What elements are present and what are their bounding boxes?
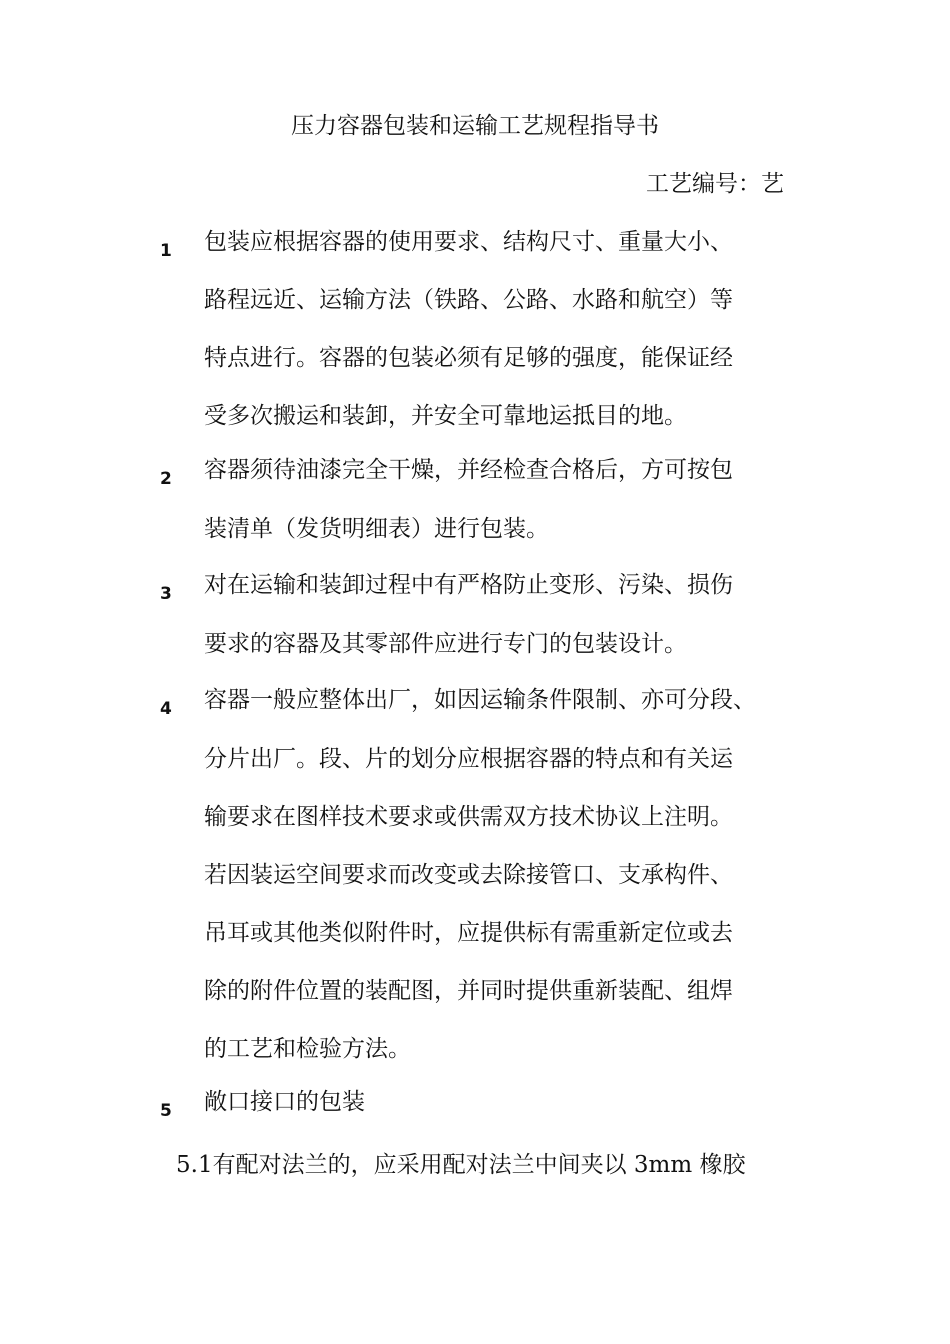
section-line: 的工艺和检验方法。: [204, 1036, 411, 1062]
section-line: 路程远近、运输方法（铁路、公路、水路和航空）等: [204, 287, 733, 313]
section-number: 4: [160, 699, 172, 719]
section-line: 分片出厂。段、片的划分应根据容器的特点和有关运: [204, 746, 733, 772]
section-line: 敞口接口的包装: [204, 1089, 365, 1115]
section-line: 对在运输和装卸过程中有严格防止变形、污染、损伤: [204, 572, 733, 598]
section-line: 包装应根据容器的使用要求、结构尺寸、重量大小、: [204, 229, 733, 255]
section-number: 1: [160, 241, 172, 261]
section-line: 特点进行。容器的包装必须有足够的强度，能保证经: [204, 345, 733, 371]
section-line: 吊耳或其他类似附件时，应提供标有需重新定位或去: [204, 920, 733, 946]
document-title: 压力容器包装和运输工艺规程指导书: [291, 113, 659, 139]
section-number: 2: [160, 469, 172, 489]
section-line: 容器一般应整体出厂，如因运输条件限制、亦可分段、: [204, 687, 756, 713]
section-number: 3: [160, 584, 172, 604]
section-line: 要求的容器及其零部件应进行专门的包装设计。: [204, 631, 687, 657]
section-line: 若因装运空间要求而改变或去除接管口、支承构件、: [204, 862, 733, 888]
section-line: 输要求在图样技术要求或供需双方技术协议上注明。: [204, 804, 733, 830]
subsection-line: 5.1有配对法兰的，应采用配对法兰中间夹以 3mm 橡胶: [176, 1152, 746, 1178]
section-line: 受多次搬运和装卸，并安全可靠地运抵目的地。: [204, 403, 687, 429]
process-number: 工艺编号：艺: [646, 171, 784, 197]
section-line: 容器须待油漆完全干燥，并经检查合格后，方可按包: [204, 457, 733, 483]
section-line: 除的附件位置的装配图，并同时提供重新装配、组焊: [204, 978, 733, 1004]
section-line: 装清单（发货明细表）进行包装。: [204, 516, 549, 542]
section-number: 5: [160, 1101, 172, 1121]
